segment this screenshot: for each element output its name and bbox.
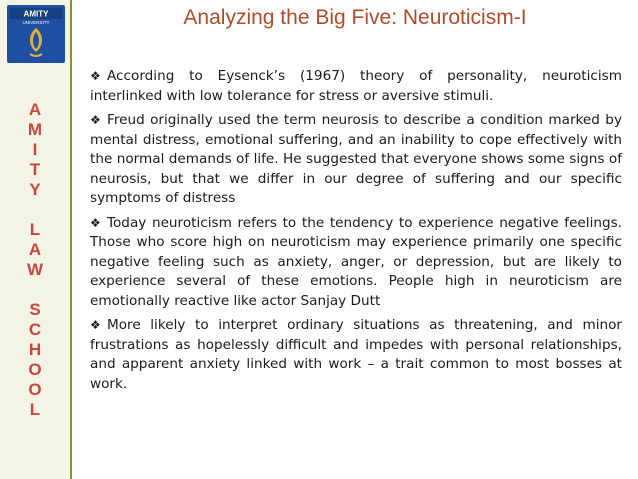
sidebar-letter: O bbox=[28, 360, 42, 379]
sidebar-letter: S bbox=[29, 300, 41, 319]
sidebar-letter: H bbox=[28, 340, 42, 359]
bullet-paragraph bbox=[90, 67, 622, 106]
sidebar-letter: A bbox=[28, 100, 42, 119]
sidebar-letter: T bbox=[29, 160, 41, 179]
slide-body bbox=[90, 67, 622, 399]
sidebar-letter: A bbox=[28, 240, 42, 259]
page-title: Analyzing the Big Five: Neuroticism-I bbox=[183, 6, 527, 29]
diamond-bullet-icon: ❖ bbox=[90, 318, 101, 332]
sidebar-letter: I bbox=[32, 140, 38, 159]
amity-logo bbox=[6, 4, 66, 64]
sidebar-letter: O bbox=[28, 380, 42, 399]
sidebar-letter: M bbox=[27, 120, 43, 139]
sidebar-letter bbox=[0, 280, 70, 300]
diamond-bullet-icon: ❖ bbox=[90, 215, 101, 230]
sidebar-letter: C bbox=[28, 320, 42, 339]
sidebar-letter: L bbox=[29, 400, 41, 419]
sidebar-letter: L bbox=[29, 220, 41, 239]
diamond-bullet-icon: ❖ bbox=[90, 113, 101, 127]
diamond-bullet-icon: ❖ bbox=[90, 69, 101, 83]
sidebar-vertical-text bbox=[0, 100, 70, 420]
bullet-paragraph bbox=[90, 214, 622, 312]
sidebar-letter bbox=[0, 200, 70, 220]
amity-logo-icon bbox=[6, 4, 66, 64]
paragraph-text: More likely to interpret ordinary situations as threatening, and minor frustrations as hopelessly difficult and impedes with personal relationships, and apparent anxiety linked with work – a trait common to most bosses at work. bbox=[90, 317, 622, 392]
logo-subtext: UNIVERSITY bbox=[22, 20, 50, 25]
paragraph-text: According to Eysenck’s (1967) theory of personality, neuroticism interlinked with low tolerance for stress or aversive stimuli. bbox=[90, 68, 622, 104]
paragraph-text: Today neuroticism refers to the tendency to experience negative feelings. Those who score high on neuroticism may experience primarily one specific negative feeling such as anxiety, anger, or depression, but are likely to experience several of these emotions. People high in neuroticism are emotionally reactive like actor Sanjay Dutt bbox=[90, 214, 622, 309]
sidebar bbox=[0, 0, 72, 479]
bullet-paragraph bbox=[90, 316, 622, 394]
sidebar-letter: W bbox=[26, 260, 44, 279]
paragraph-text: Freud originally used the term neurosis to describe a condition marked by mental distress, emotional suffering, and an inability to cope effectively with the normal demands of life. He suggested that everyone shows some signs of neurosis, but that we differ in our degree of suffering and our specific symptoms of distress bbox=[90, 112, 622, 206]
logo-text: AMITY bbox=[23, 9, 49, 19]
sidebar-letter: Y bbox=[29, 180, 41, 199]
bullet-paragraph bbox=[90, 111, 622, 209]
